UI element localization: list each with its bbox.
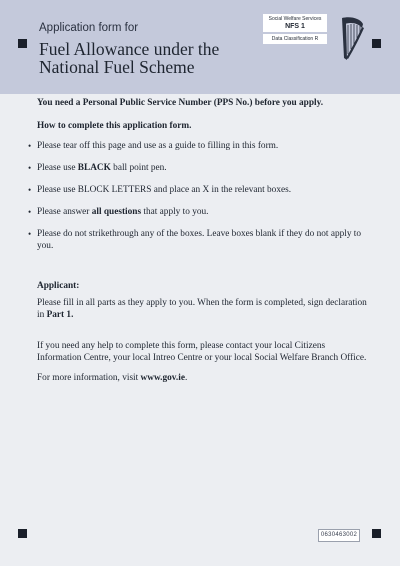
howto-heading: How to complete this application form. [37, 121, 192, 131]
applicant-instruction [37, 297, 367, 321]
instruction-text: Please do not strikethrough any of the boxes. Leave boxes blank if they do not apply to you. [37, 229, 362, 251]
applicant-heading: Applicant: [37, 281, 80, 291]
website-link[interactable]: www.gov.ie [140, 373, 185, 383]
instruction-emphasis: BLACK [77, 163, 111, 173]
data-classification-label: Data Classification R [263, 34, 327, 44]
registration-mark-icon [18, 529, 27, 538]
list-item [28, 162, 367, 174]
more-info-text: For more information, visit [37, 373, 141, 383]
instruction-text: Please tear off this page and use as a guide to filling in this form. [37, 141, 279, 151]
more-info [37, 372, 367, 384]
form-info-box [263, 14, 327, 44]
instruction-text: ball point pen. [110, 163, 167, 173]
part-reference: Part 1. [46, 310, 74, 320]
department-label: Social Welfare Services [263, 14, 327, 23]
instruction-text: Please use [37, 163, 78, 173]
harp-emblem-icon [336, 14, 366, 64]
bullet-icon: • [28, 229, 32, 239]
pps-notice: You need a Personal Public Service Number (PPS No.) before you apply. [37, 98, 324, 108]
instruction-list [28, 140, 367, 252]
bullet-icon: • [28, 163, 32, 173]
form-title: Fuel Allowance under the National Fuel Scheme [39, 39, 220, 77]
bullet-icon: • [28, 185, 32, 195]
instructions [28, 97, 367, 384]
help-text: If you need any help to complete this form, please contact your local Citizens Information Centre, your local Intreo Centre or your local Social Welfare Branch Office. [37, 341, 367, 363]
list-item [28, 206, 367, 218]
list-item [28, 184, 367, 196]
form-subtitle: Application form for [39, 22, 139, 34]
bullet-icon: • [28, 141, 32, 151]
instruction-emphasis: all questions [91, 207, 142, 217]
instruction-text: that apply to you. [141, 207, 209, 217]
registration-mark-icon [18, 39, 27, 48]
instruction-text: Please use BLOCK LETTERS and place an X in the relevant boxes. [37, 185, 292, 195]
registration-mark-icon [372, 529, 381, 538]
bullet-icon: • [28, 207, 32, 217]
barcode-number: 0630463002 [318, 529, 360, 542]
applicant-instruction-text: Please fill in all parts as they apply to you. When the form is completed, sign declaration in [37, 298, 367, 320]
list-item [28, 228, 367, 252]
registration-mark-icon [372, 39, 381, 48]
form-code-label: NFS 1 [263, 23, 327, 32]
more-info-end: . [184, 373, 188, 383]
list-item [28, 140, 367, 152]
instruction-text: Please answer [37, 207, 92, 217]
